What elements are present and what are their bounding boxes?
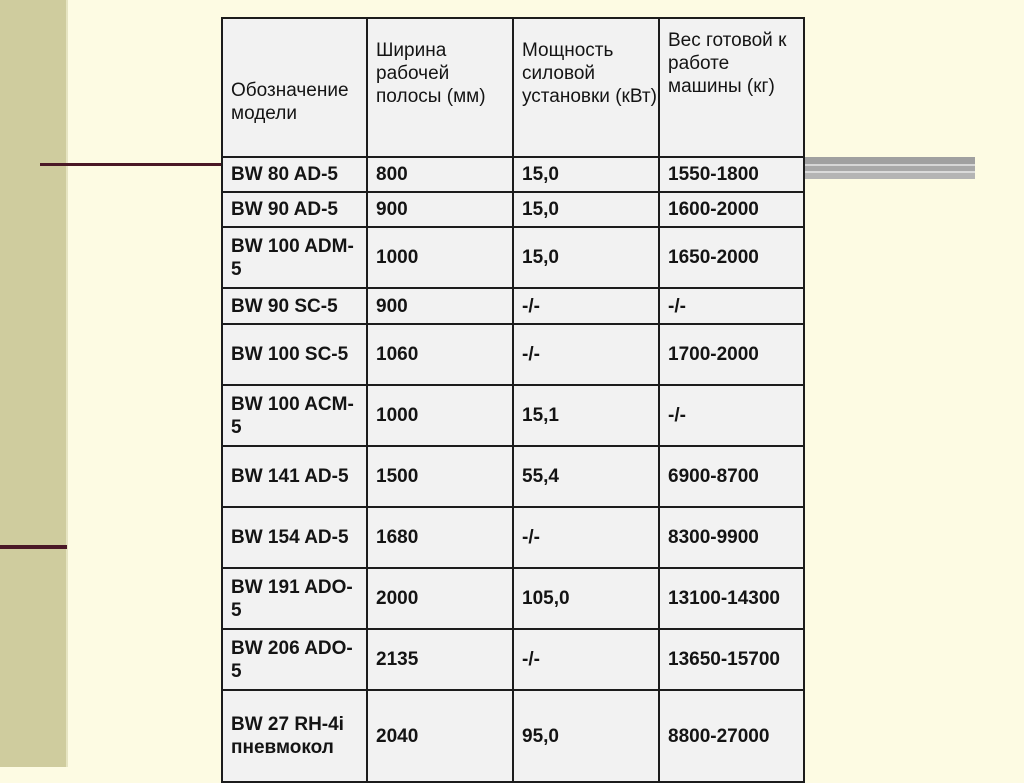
header-width: Ширина рабочей полосы (мм) [367,18,513,157]
cell-width: 2040 [367,690,513,782]
cell-power: 95,0 [513,690,659,782]
cell-power: 15,0 [513,227,659,288]
table-row [222,690,804,782]
cell-power: 15,0 [513,157,659,192]
table-row [222,629,804,690]
cell-width: 1000 [367,385,513,446]
cell-width: 900 [367,288,513,324]
cell-model: BW 27 RH-4i пневмокол [222,690,367,782]
cell-weight: 1600-2000 [659,192,804,227]
cell-power: 15,1 [513,385,659,446]
cell-model: BW 154 AD-5 [222,507,367,568]
cell-model: BW 100 SC-5 [222,324,367,385]
cell-weight: 13100-14300 [659,568,804,629]
table-row [222,157,804,192]
cell-width: 1500 [367,446,513,507]
cell-model: BW 206 ADO-5 [222,629,367,690]
table-row [222,227,804,288]
cell-width: 1000 [367,227,513,288]
cell-weight: 1550-1800 [659,157,804,192]
cell-weight: -/- [659,288,804,324]
cell-weight: 13650-15700 [659,629,804,690]
side-bar-edge [66,0,68,767]
cell-model: BW 191 ADO-5 [222,568,367,629]
table-row [222,288,804,324]
cell-power: -/- [513,507,659,568]
cell-power: -/- [513,288,659,324]
cell-power: 15,0 [513,192,659,227]
spec-table [221,17,805,783]
header-weight: Вес готовой к работе машины (кг) [659,18,804,157]
table-row [222,446,804,507]
accent-stripes [800,157,975,179]
cell-power: 105,0 [513,568,659,629]
header-power: Мощность силовой установки (кВт) [513,18,659,157]
cell-model: BW 100 ACM-5 [222,385,367,446]
cell-model: BW 100 ADM-5 [222,227,367,288]
table-row [222,324,804,385]
cell-weight: 6900-8700 [659,446,804,507]
table-row [222,568,804,629]
cell-weight: 8300-9900 [659,507,804,568]
cell-width: 1060 [367,324,513,385]
cell-power: -/- [513,629,659,690]
cell-weight: 8800-27000 [659,690,804,782]
cell-model: BW 80 AD-5 [222,157,367,192]
cell-power: 55,4 [513,446,659,507]
side-bar-decoration [0,0,66,767]
cell-width: 800 [367,157,513,192]
accent-line-bottom [0,545,67,549]
cell-model: BW 141 AD-5 [222,446,367,507]
cell-width: 2000 [367,568,513,629]
table-row [222,192,804,227]
cell-model: BW 90 SC-5 [222,288,367,324]
table-header-row [222,18,804,157]
header-model: Обозначение модели [222,18,367,157]
cell-power: -/- [513,324,659,385]
cell-width: 2135 [367,629,513,690]
cell-weight: -/- [659,385,804,446]
cell-width: 1680 [367,507,513,568]
cell-width: 900 [367,192,513,227]
cell-weight: 1700-2000 [659,324,804,385]
cell-model: BW 90 AD-5 [222,192,367,227]
cell-weight: 1650-2000 [659,227,804,288]
table-row [222,507,804,568]
accent-line-left [40,163,225,166]
table-row [222,385,804,446]
